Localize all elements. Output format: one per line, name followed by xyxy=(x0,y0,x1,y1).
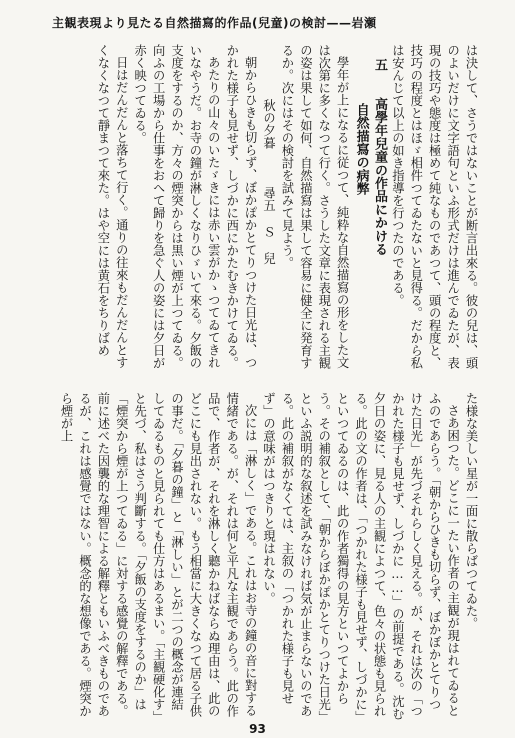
paragraph: た様な美しい星が一面に散らばつてゐた。 xyxy=(464,392,478,630)
section-heading xyxy=(370,44,388,378)
page-number: 93 xyxy=(249,722,266,736)
quoted-paragraph: 日はだんだんと落ちて行く。通りの往來もだんだんとすくなくなつて靜まつて來た。はや空には黄石をちりばめ xyxy=(95,44,129,369)
paragraph: 學年が上になるに従つて、純粋な自然描寫の形をした文は次第に多くなつて行く。さうした文章に表現される主観の姿は果して如何、自然描寫は果して容易に健全に発育するか。次にはその検討を試みて見よう。 xyxy=(279,44,350,369)
paragraph: は決して、さうではないことが断言出來る。彼の兒は、頭のよいだけに文字語句といふ形式だけは進んでゐたが、表現の技巧や態度は極めて純なものであつて、頭の程度と、技巧の程度とはほゞ相件つてゐたないと見得る。だから私は安んじて以上の如き指導を行つたのである。 xyxy=(390,44,478,369)
paragraph: さあ困つた。どこに一たい作者の主観が現はれてゐるとふのであらう。「朝からひきも切らず、ぼかぼかとてりつけた日光」が先づそれらしく見える。が、それは次の「つかれた様子も見せず、しづかに……」の前提である。沈む夕日の姿に、見る人の主観によつて、色々の状態も見られる。此の文の作者は、「つかれた様子も見せず、しづかに」といつてゐるのは、此の作者獨得の見方といつてよからう。その補叙として、「朝からぼかぽかとてりつけた日光」といふ説明的な叙述を試みなければ気が止まらないのである。此の補叙がなくては、主叙の「つかれた様子も見せず」の意味がはつきりと現はれない。 xyxy=(261,392,460,721)
quoted-paragraph: あたりの山々のいたゞきには赤い雲がかゝつてゐてきれいなやうだ。お寺の鐘が淋しくなりひゞいて來る。夕飯の支度をするのか、方々の煙突からは黒い煙が上つてゐる。向ふの工場から仕事をおへて歸りを急ぐ人の姿には夕日が赤く映つてゐる。 xyxy=(132,44,221,369)
work-title: 秋の夕暮 xyxy=(261,99,276,150)
running-head: 主観表現より見たる自然描寫的作品(兒童)の検討——岩瀬 xyxy=(52,16,377,30)
section-number: 五 xyxy=(371,58,387,72)
upper-text-block xyxy=(40,44,480,378)
work-author: 尋五 Ｓ 兒 xyxy=(261,186,276,266)
paragraph: 次には「淋しく」である。これはお寺の鐘の音に對する情緒である。が、それは何と平凡な主観であらう。此の作品で、作者が、それを淋しく聽かねばならぬ理由は、此のどこにも見出されない。もう相當に大きくなつて居る子供の事だ。「夕暮の鐘」と「淋しい」とが二つの概念が連結してゐるものと見られても仕方はあるまい。「主観硬化す」と先づ、私はさう判斷する。「夕飯の支度をするのか」は「煙突から煙が上つてゐる」に対する感覺の解釋である。前に述べた因襲的な理智による解釋ともいふべきものであるが、これは感覺ではない。概念的な想像である。煙突から煙が上 xyxy=(59,392,258,718)
quoted-work-title xyxy=(259,44,277,378)
quoted-paragraph: 朝からひきも切らず、ぼかぽかとてりつけた日光は、つかれた様子も見せず、しづかに西にかたむきかけてゐる。 xyxy=(224,44,258,369)
section-title: 高學年兒童の作品にかける xyxy=(371,97,387,256)
lower-text-block xyxy=(40,392,480,722)
section-subtitle: 自然描寫の病弊 xyxy=(353,102,369,195)
